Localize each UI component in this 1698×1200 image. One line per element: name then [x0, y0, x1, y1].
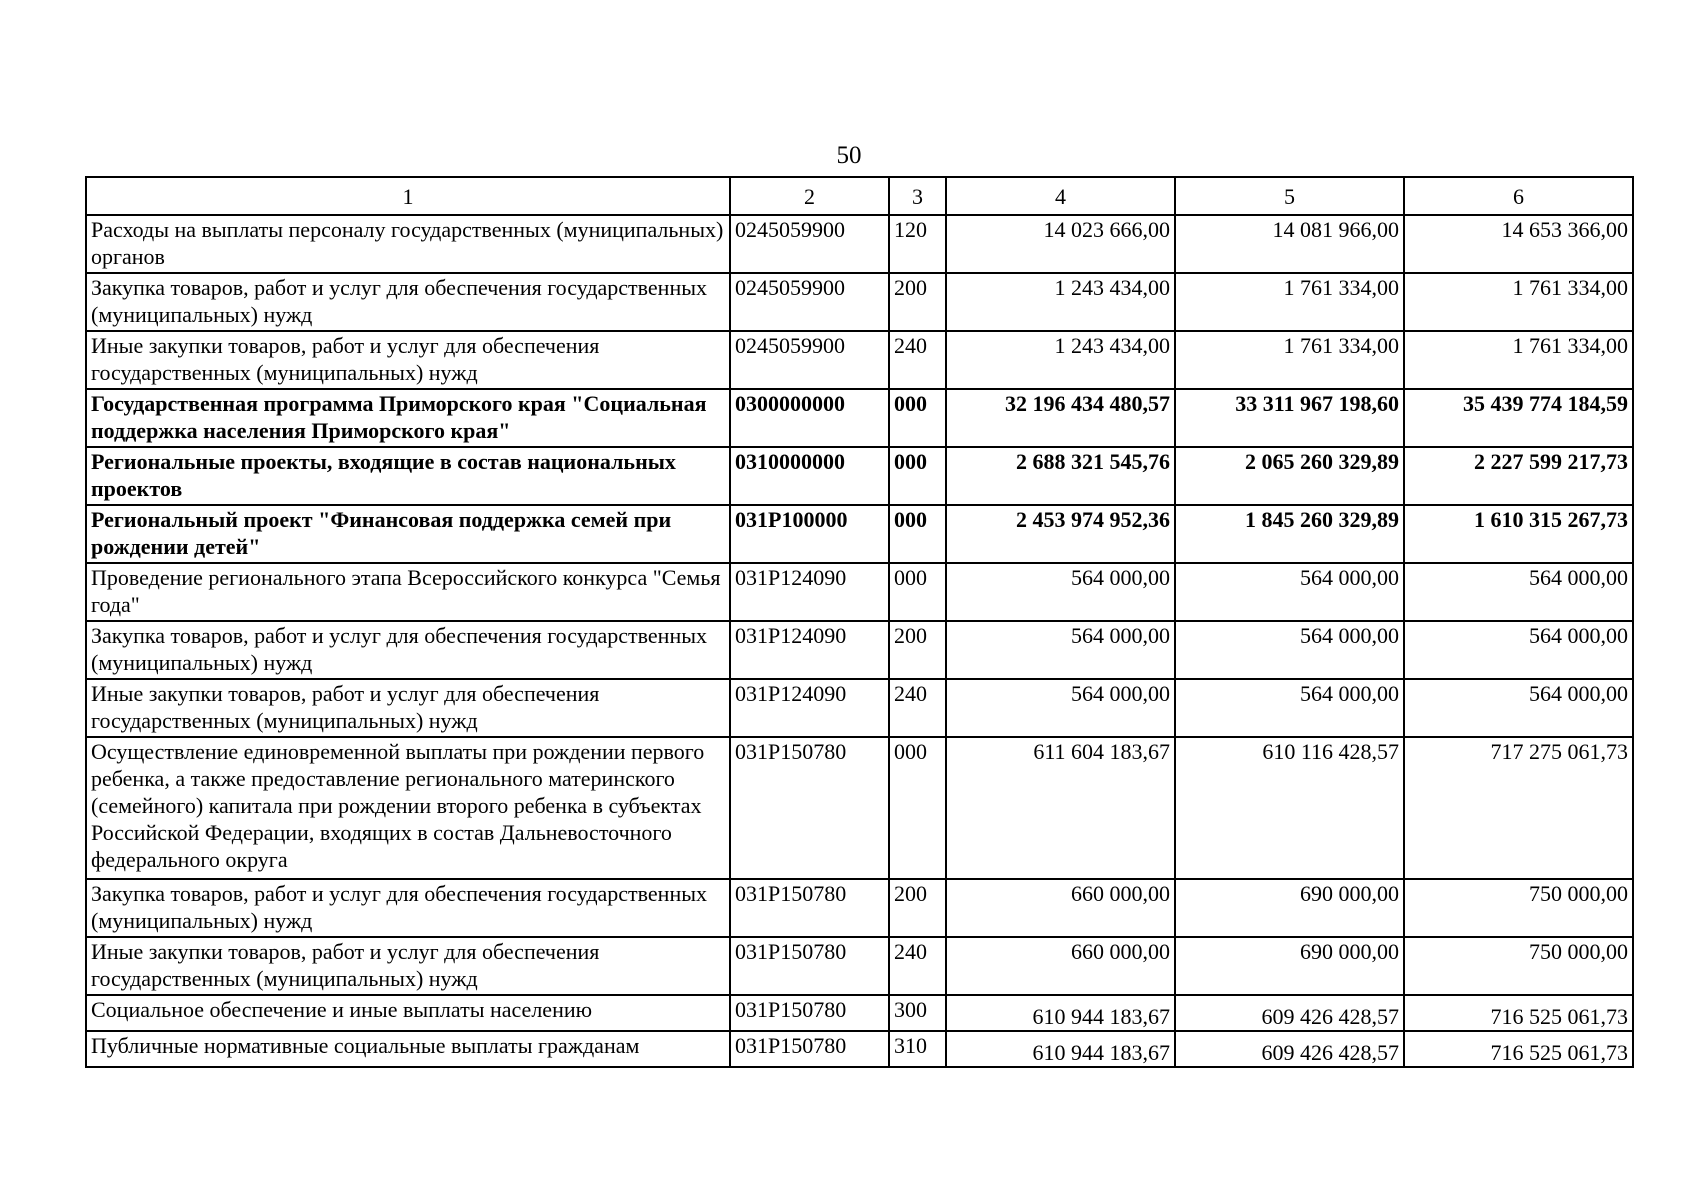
- row-type: 200: [889, 879, 946, 937]
- row-name: Региональный проект "Финансовая поддержка семей при рождении детей": [86, 505, 730, 563]
- header-col-4: 4: [946, 177, 1175, 215]
- table-body: [86, 215, 1633, 1067]
- row-name: Иные закупки товаров, работ и услуг для обеспечения государственных (муниципальных) нужд: [86, 331, 730, 389]
- row-code: 031P124090: [730, 563, 889, 621]
- row-value-6: 14 653 366,00: [1404, 215, 1633, 273]
- table-row: [86, 995, 1633, 1031]
- table-row: [86, 215, 1633, 273]
- table-row: [86, 679, 1633, 737]
- row-type: 120: [889, 215, 946, 273]
- row-value-4: 564 000,00: [946, 621, 1175, 679]
- table-row: [86, 621, 1633, 679]
- row-value-4: 1 243 434,00: [946, 273, 1175, 331]
- table-row: [86, 879, 1633, 937]
- table-row: [86, 389, 1633, 447]
- row-value-5: 564 000,00: [1175, 563, 1404, 621]
- row-type: 310: [889, 1031, 946, 1067]
- table-row: [86, 505, 1633, 563]
- row-value-6: 716 525 061,73: [1404, 995, 1633, 1031]
- row-value-6: 1 761 334,00: [1404, 273, 1633, 331]
- table-row: [86, 737, 1633, 879]
- row-name: Иные закупки товаров, работ и услуг для обеспечения государственных (муниципальных) нужд: [86, 937, 730, 995]
- row-code: 031P150780: [730, 937, 889, 995]
- page-number-text: 50: [836, 142, 862, 169]
- row-name: Закупка товаров, работ и услуг для обеспечения государственных (муниципальных) нужд: [86, 879, 730, 937]
- row-value-6: 35 439 774 184,59: [1404, 389, 1633, 447]
- row-type: 000: [889, 447, 946, 505]
- row-value-4: 564 000,00: [946, 679, 1175, 737]
- row-name: Закупка товаров, работ и услуг для обеспечения государственных (муниципальных) нужд: [86, 273, 730, 331]
- row-code: 031P124090: [730, 679, 889, 737]
- budget-table: [85, 176, 1634, 1068]
- row-value-5: 1 761 334,00: [1175, 331, 1404, 389]
- row-name: Публичные нормативные социальные выплаты гражданам: [86, 1031, 730, 1067]
- row-code: 031P150780: [730, 737, 889, 879]
- header-col-5: 5: [1175, 177, 1404, 215]
- row-type: 000: [889, 389, 946, 447]
- row-code: 031P124090: [730, 621, 889, 679]
- table-row: [86, 1031, 1633, 1067]
- row-value-6: 2 227 599 217,73: [1404, 447, 1633, 505]
- row-value-5: 610 116 428,57: [1175, 737, 1404, 879]
- table-row: [86, 331, 1633, 389]
- row-value-5: 14 081 966,00: [1175, 215, 1404, 273]
- row-code: 031P150780: [730, 879, 889, 937]
- row-value-4: 660 000,00: [946, 879, 1175, 937]
- row-code: 0245059900: [730, 331, 889, 389]
- row-type: 300: [889, 995, 946, 1031]
- row-value-6: 564 000,00: [1404, 621, 1633, 679]
- row-code: 031P150780: [730, 1031, 889, 1067]
- row-value-4: 610 944 183,67: [946, 995, 1175, 1031]
- row-value-4: 660 000,00: [946, 937, 1175, 995]
- row-value-4: 564 000,00: [946, 563, 1175, 621]
- row-name: Иные закупки товаров, работ и услуг для обеспечения государственных (муниципальных) нужд: [86, 679, 730, 737]
- row-type: 240: [889, 331, 946, 389]
- row-name: Региональные проекты, входящие в состав национальных проектов: [86, 447, 730, 505]
- row-value-6: 564 000,00: [1404, 679, 1633, 737]
- row-code: 0300000000: [730, 389, 889, 447]
- table-row: [86, 937, 1633, 995]
- row-value-5: 564 000,00: [1175, 621, 1404, 679]
- row-value-4: 2 688 321 545,76: [946, 447, 1175, 505]
- row-type: 000: [889, 737, 946, 879]
- row-value-5: 609 426 428,57: [1175, 1031, 1404, 1067]
- row-name: Государственная программа Приморского края "Социальная поддержка населения Приморского края": [86, 389, 730, 447]
- header-col-3: 3: [889, 177, 946, 215]
- row-value-5: 1 761 334,00: [1175, 273, 1404, 331]
- page-number: [0, 141, 1698, 171]
- row-type: 200: [889, 273, 946, 331]
- row-value-6: 1 761 334,00: [1404, 331, 1633, 389]
- row-name: Расходы на выплаты персоналу государственных (муниципальных) органов: [86, 215, 730, 273]
- row-value-6: 750 000,00: [1404, 879, 1633, 937]
- row-value-4: 611 604 183,67: [946, 737, 1175, 879]
- row-value-4: 14 023 666,00: [946, 215, 1175, 273]
- row-value-6: 564 000,00: [1404, 563, 1633, 621]
- table-row: [86, 563, 1633, 621]
- header-col-1: 1: [86, 177, 730, 215]
- row-type: 000: [889, 505, 946, 563]
- row-value-4: 1 243 434,00: [946, 331, 1175, 389]
- row-type: 200: [889, 621, 946, 679]
- table-header-row: [86, 177, 1633, 215]
- row-code: 031P100000: [730, 505, 889, 563]
- table-row: [86, 273, 1633, 331]
- row-code: 0245059900: [730, 215, 889, 273]
- row-value-5: 2 065 260 329,89: [1175, 447, 1404, 505]
- row-value-5: 690 000,00: [1175, 937, 1404, 995]
- table-row: [86, 447, 1633, 505]
- row-code: 0245059900: [730, 273, 889, 331]
- row-value-4: 2 453 974 952,36: [946, 505, 1175, 563]
- row-value-6: 716 525 061,73: [1404, 1031, 1633, 1067]
- row-value-6: 750 000,00: [1404, 937, 1633, 995]
- row-value-5: 1 845 260 329,89: [1175, 505, 1404, 563]
- row-value-6: 717 275 061,73: [1404, 737, 1633, 879]
- row-name: Осуществление единовременной выплаты при рождении первого ребенка, а также предоставление регионального материнского (семейного) капитала при рождении второго ребенка в субъектах Российской Федерации, входящих в состав Дальневосточного федерального округа: [86, 737, 730, 879]
- row-value-6: 1 610 315 267,73: [1404, 505, 1633, 563]
- row-code: 0310000000: [730, 447, 889, 505]
- row-value-4: 610 944 183,67: [946, 1031, 1175, 1067]
- header-col-2: 2: [730, 177, 889, 215]
- row-value-5: 33 311 967 198,60: [1175, 389, 1404, 447]
- row-value-5: 690 000,00: [1175, 879, 1404, 937]
- row-value-4: 32 196 434 480,57: [946, 389, 1175, 447]
- row-type: 240: [889, 679, 946, 737]
- row-type: 000: [889, 563, 946, 621]
- row-name: Проведение регионального этапа Всероссийского конкурса "Семья года": [86, 563, 730, 621]
- header-col-6: 6: [1404, 177, 1633, 215]
- row-value-5: 609 426 428,57: [1175, 995, 1404, 1031]
- row-name: Социальное обеспечение и иные выплаты населению: [86, 995, 730, 1031]
- row-type: 240: [889, 937, 946, 995]
- row-name: Закупка товаров, работ и услуг для обеспечения государственных (муниципальных) нужд: [86, 621, 730, 679]
- row-code: 031P150780: [730, 995, 889, 1031]
- row-value-5: 564 000,00: [1175, 679, 1404, 737]
